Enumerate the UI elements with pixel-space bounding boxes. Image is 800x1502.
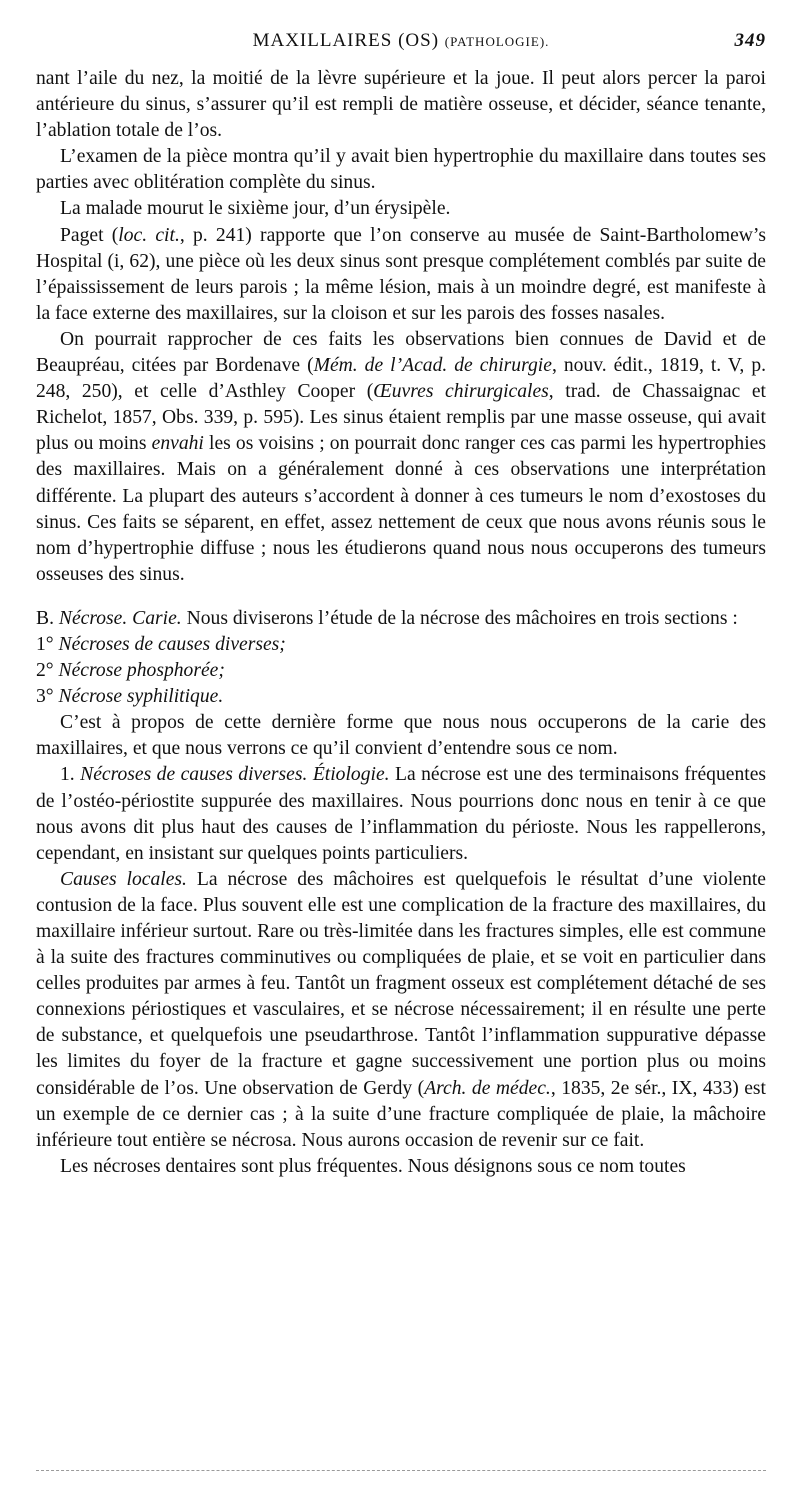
- running-header: [36, 30, 766, 56]
- text-run: , nouv. édit., 1819, t. V, p. 248, 250), et celle d’Asthley Cooper (: [36, 355, 767, 403]
- text-run: , p. 241) rapporte que l’on conserve au musée de Saint-Bartholomew’s Hospital (i, 62), une pièce où les deux sinus sont presque complétement comblés par suite de l’épaississement de leurs parois ; la même lésion, mais à un moindre degré, est manifeste à la face externe des maxillaires, sur la cloison et sur les parois des fosses nasales.: [36, 224, 767, 324]
- list-text: Nécroses de causes diverses;: [58, 633, 286, 655]
- paragraph: [36, 327, 766, 588]
- citation: Mém. de l’Acad. de chirurgie: [313, 355, 552, 377]
- header-title-sub: (PATHOLOGIE).: [444, 34, 550, 49]
- section-title: Nécrose. Carie.: [58, 607, 182, 629]
- text-run: Nous diviserons l’étude de la nécrose des mâchoires en trois sections :: [181, 607, 738, 629]
- paragraph: L’examen de la pièce montra qu’il y avait bien hypertrophie du maxillaire dans toutes ses parties avec oblitération complète du sinus.: [36, 146, 766, 194]
- list-text: Nécrose phosphorée;: [58, 660, 225, 682]
- list-item: [36, 658, 766, 684]
- subsection-title: Causes locales.: [60, 868, 187, 890]
- list-text: Nécrose syphilitique.: [58, 686, 224, 708]
- text-run: Paget (: [60, 224, 119, 246]
- text-run: La nécrose des mâchoires est quelquefois le résultat d’une violente contusion de la face. Plus souvent elle est une complication de la fracture des maxillaires, du maxillaire inférieur surtout. Rare ou très-limitée dans les fractures simples, elle est commune à la suite des fractures comminutives ou compliquées de plaie, et se voit en particulier dans celles produites par armes à feu. Tantôt un fragment osseux est complétement détaché de ses connexions périostiques et vasculaires, et se nécrose nécessairement; il en résulte une perte de substance, et quelquefois une pseudarthrose. Tantôt l’inflammation suppurative dépasse les limites du foyer de la fracture et gagne successivement une portion plus ou moins considérable de l’os. Une observation de Gerdy (: [36, 868, 767, 1099]
- page-body: [36, 66, 766, 1180]
- subsection-title: Nécroses de causes diverses. Étiologie.: [80, 764, 390, 786]
- page-number: 349: [734, 30, 766, 51]
- list-item: [36, 632, 766, 658]
- list-number: 3°: [36, 686, 54, 708]
- list-number: 1°: [36, 633, 54, 655]
- text-run: La nécrose est une des terminaisons fréquentes de l’ostéo-périostite suppurée des maxillaires. Nous pourrions donc nous en tenir à ce que nous avons dit plus haut des causes de l’inflammation du périoste. Nous les rappellerons, cependant, en insistant sur quelques points particuliers.: [36, 764, 767, 864]
- paragraph: nant l’aile du nez, la moitié de la lèvre supérieure et la joue. Il peut alors percer la paroi antérieure du sinus, s’assurer qu’il est rempli de matière osseuse, et décider, séance tenante, l’ablation totale de l’os.: [36, 68, 766, 142]
- paragraph: Les nécroses dentaires sont plus fréquentes. Nous désignons sous ce nom toutes: [60, 1155, 686, 1177]
- header-title: [36, 30, 766, 52]
- citation: Œuvres chirurgicales: [373, 381, 549, 403]
- text-run: , trad. de Chassaignac et Richelot, 1857, Obs. 339, p. 595). Les sinus étaient remplis par une masse osseuse, qui avait plus ou moins: [36, 381, 766, 455]
- bottom-rule: [36, 1470, 766, 1471]
- header-title-main: MAXILLAIRES (OS): [252, 30, 440, 51]
- section-gap: [36, 588, 766, 606]
- section-heading-paragraph: [36, 606, 766, 632]
- paragraph: [36, 762, 766, 866]
- paragraph: C’est à propos de cette dernière forme que nous nous occuperons de la carie des maxillaires, et que nous verrons ce qu’il convient d’entendre sous ce nom.: [36, 712, 766, 760]
- section-letter: B.: [36, 607, 59, 629]
- text-run: les os voisins ; on pourrait donc ranger ces cas parmi les hypertrophies des maxillaires. Mais on a généralement donné à ces observations une interprétation différente. La plupart des auteurs s’accordent à donner à ces tumeurs le nom d’exostoses du sinus. Ces faits se séparent, en effet, assez nettement de ceux que nous avons réunis sous le nom d’hypertrophie diffuse ; nous les étudierons quand nous nous occuperons des tumeurs osseuses des sinus.: [36, 433, 766, 585]
- list-item: [36, 684, 766, 710]
- text-run: On pourrait rapprocher de ces faits les observations bien connues de David et de Beaupréau, citées par Bordenave (: [36, 328, 766, 377]
- list-number: 2°: [36, 660, 54, 682]
- citation: Arch. de médec.: [424, 1077, 551, 1099]
- text-run: , 1835, 2e sér., IX, 433) est un exemple de ce dernier cas ; à la suite d’une fracture compliquée de plaie, la mâchoire inférieure tout entière se nécrosa. Nous aurons occasion de revenir sur ce fait.: [36, 1077, 767, 1151]
- citation: loc. cit.: [118, 224, 180, 246]
- paragraph: [36, 867, 766, 1154]
- paragraph: La malade mourut le sixième jour, d’un érysipèle.: [60, 198, 451, 220]
- emphasis: envahi: [151, 433, 204, 455]
- paragraph: [36, 223, 766, 327]
- text-run: 1.: [60, 764, 81, 786]
